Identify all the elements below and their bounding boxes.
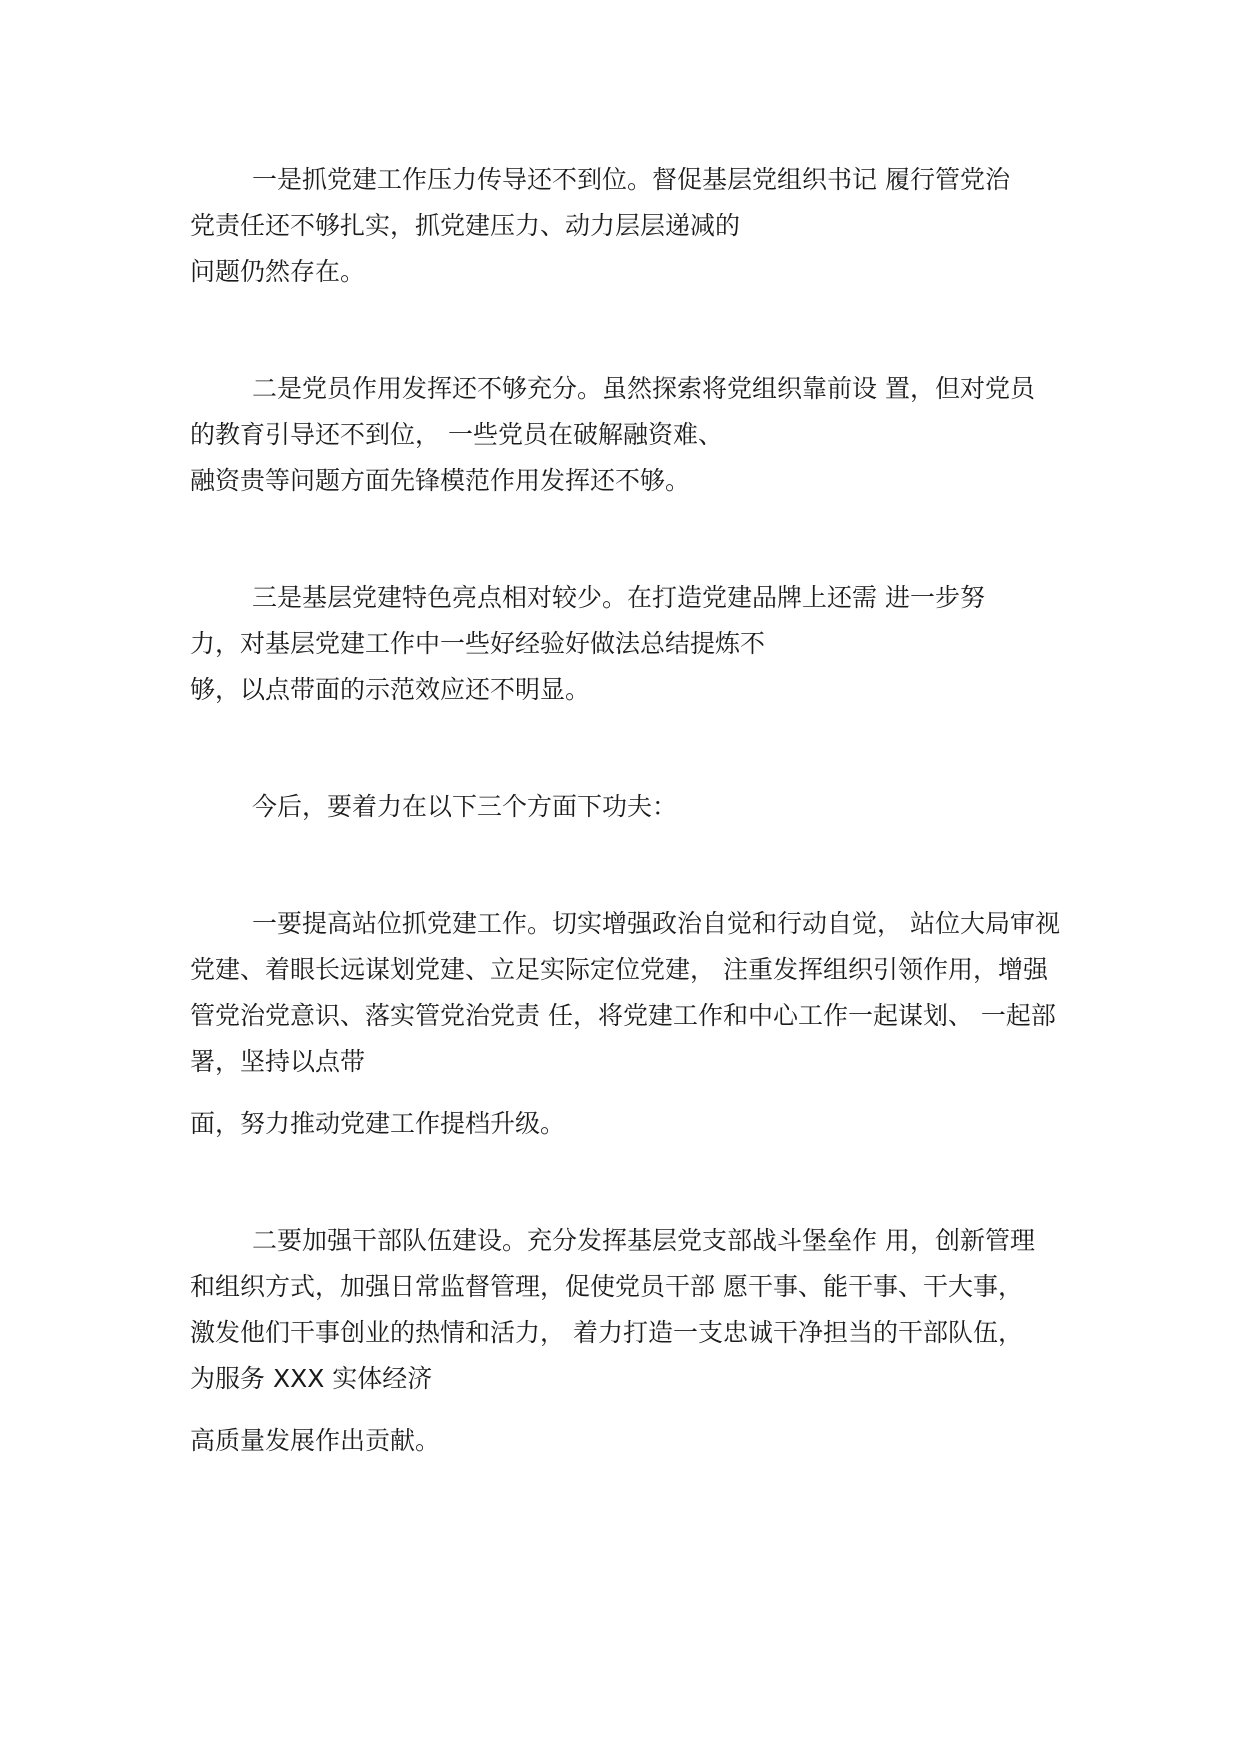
paragraph-3-line-1: 三是基层党建特色亮点相对较少。在打造党建品牌上还需 进一步努 — [252, 583, 985, 612]
paragraph-1-line-2: 党责任还不够扎实，抓党建压力、动力层层递减的 — [190, 211, 741, 240]
paragraph-1-line-3: 问题仍然存在。 — [190, 257, 366, 286]
paragraph-2-line-3: 融资贵等问题方面先锋模范作用发挥还不够。 — [190, 466, 691, 495]
paragraph-5-line-5: 面，努力推动党建工作提档升级。 — [190, 1109, 566, 1138]
paragraph-4-line-1: 今后，要着力在以下三个方面下功夫： — [252, 792, 678, 821]
paragraph-1-line-1: 一是抓党建工作压力传导还不到位。督促基层党组织书记 履行管党治 — [252, 165, 1010, 194]
paragraph-6-line-3: 激发他们干事创业的热情和活力， 着力打造一支忠诚干净担当的干部队伍， — [190, 1318, 1023, 1347]
paragraph-6-line-5: 高质量发展作出贡献。 — [190, 1426, 441, 1455]
paragraph-3-line-2: 力，对基层党建工作中一些好经验好做法总结提炼不 — [190, 629, 766, 658]
paragraph-6-line-2: 和组织方式，加强日常监督管理，促使党员干部 愿干事、能干事、干大事， — [190, 1272, 1023, 1301]
paragraph-6-line-4: 为服务 XXX 实体经济 — [190, 1364, 433, 1393]
paragraph-3-line-3: 够，以点带面的示范效应还不明显。 — [190, 675, 591, 704]
paragraph-5-line-3: 管党治党意识、落实管党治党责 任，将党建工作和中心工作一起谋划、 一起部 — [190, 1001, 1056, 1030]
paragraph-2-line-1: 二是党员作用发挥还不够充分。虽然探索将党组织靠前设 置，但对党员 — [252, 374, 1035, 403]
paragraph-2-line-2: 的教育引导还不到位， 一些党员在破解融资难、 — [190, 420, 723, 449]
paragraph-6-line-1: 二要加强干部队伍建设。充分发挥基层党支部战斗堡垒作 用，创新管理 — [252, 1226, 1035, 1255]
paragraph-5-line-1: 一要提高站位抓党建工作。切实增强政治自觉和行动自觉， 站位大局审视 — [252, 909, 1060, 938]
paragraph-5-line-2: 党建、着眼长远谋划党建、立足实际定位党建， 注重发挥组织引领作用，增强 — [190, 955, 1048, 984]
paragraph-5-line-4: 署，坚持以点带 — [190, 1047, 366, 1076]
